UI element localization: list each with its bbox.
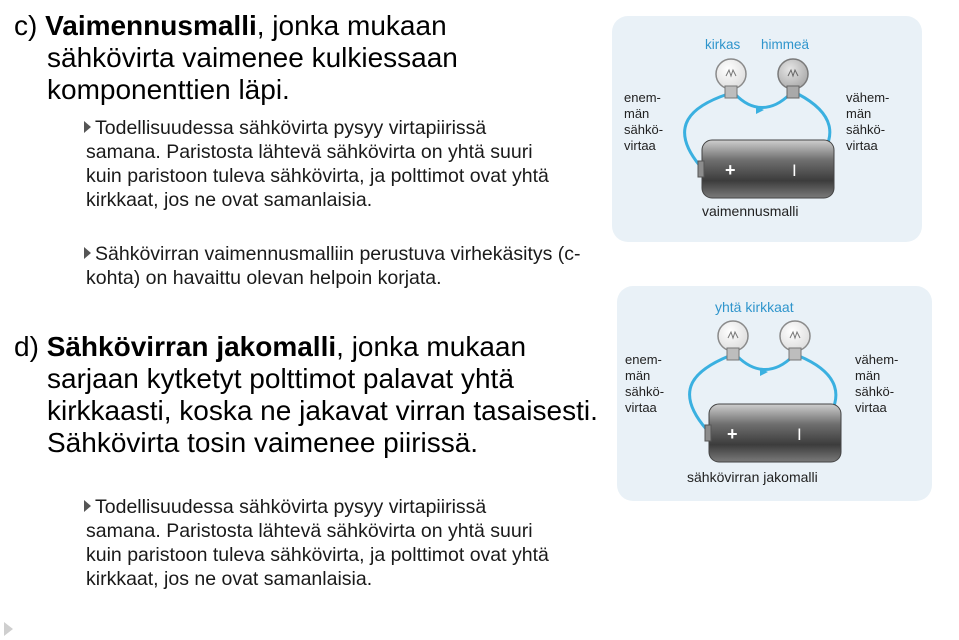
section-d-rest: , jonka mukaan sarjaan kytketyt polttimot palavat yhtä kirkkaasti, koska ne jakavat virran tasaisesti. Sähkövirta tosin vaimenee piirissä. xyxy=(47,331,598,458)
bullet-arrow-icon xyxy=(84,121,91,133)
figure-division-model xyxy=(617,286,932,501)
battery-minus-sign: I xyxy=(797,425,802,444)
section-d-bullet-1 xyxy=(86,495,556,591)
section-d-title: Sähkövirran jakomalli xyxy=(46,331,337,362)
section-c-bullet-2-text: Sähkövirran vaimennusmalliin perustuva virhekäsitys (c-kohta) on havaittu olevan helpoin korjata. xyxy=(86,243,581,289)
bullet-arrow-icon xyxy=(84,247,91,259)
battery-icon xyxy=(698,140,834,198)
label-equally-bright: yhtä kirkkaat xyxy=(715,299,794,315)
section-c-bullet-1 xyxy=(86,116,556,212)
section-c-bullet-1-text: Todellisuudessa sähkövirta pysyy virtapiirissä samana. Paristosta lähtevä sähkövirta on yhtä suuri kuin paristoon tuleva sähkövirta, ja polttimot ovat yhtä kirkkaat, jos ne ovat samanlaisia. xyxy=(86,117,549,211)
section-c-bullet-2 xyxy=(86,242,586,290)
slide-corner-arrow-icon xyxy=(4,622,13,636)
label-dim: himmeä xyxy=(761,37,810,52)
battery-icon xyxy=(705,404,841,462)
battery-minus-sign: I xyxy=(792,161,797,180)
section-d-heading xyxy=(14,331,612,459)
label-left-more-current: enem- män sähkö- virtaa xyxy=(624,90,664,153)
label-right-less-current: vähem- män sähkö- virtaa xyxy=(846,90,890,153)
figure-attenuation-model xyxy=(612,16,922,242)
bullet-arrow-icon xyxy=(84,500,91,512)
section-d-prefix: d) xyxy=(14,331,47,362)
section-c-rest: , jonka mukaan sähkövirta vaimenee kulkiessaan komponenttien läpi. xyxy=(47,10,458,105)
battery-plus-sign: + xyxy=(727,424,738,444)
label-left-more-current: enem- män sähkö- virtaa xyxy=(625,352,665,415)
figure-bottom-caption: sähkövirran jakomalli xyxy=(687,469,818,485)
battery-plus-sign: + xyxy=(725,160,736,180)
section-c-heading xyxy=(14,10,507,106)
section-c-title: Vaimennusmalli xyxy=(45,10,257,41)
label-right-less-current: vähem- män sähkö- virtaa xyxy=(855,352,899,415)
section-d-bullet-1-text: Todellisuudessa sähkövirta pysyy virtapiirissä samana. Paristosta lähtevä sähkövirta on yhtä suuri kuin paristoon tuleva sähkövirta, ja polttimot ovat yhtä kirkkaat, jos ne ovat samanlaisia. xyxy=(86,496,549,590)
label-bright: kirkas xyxy=(705,37,741,52)
section-c-prefix: c) xyxy=(14,10,46,41)
figure-top-caption: vaimennusmalli xyxy=(702,203,799,219)
